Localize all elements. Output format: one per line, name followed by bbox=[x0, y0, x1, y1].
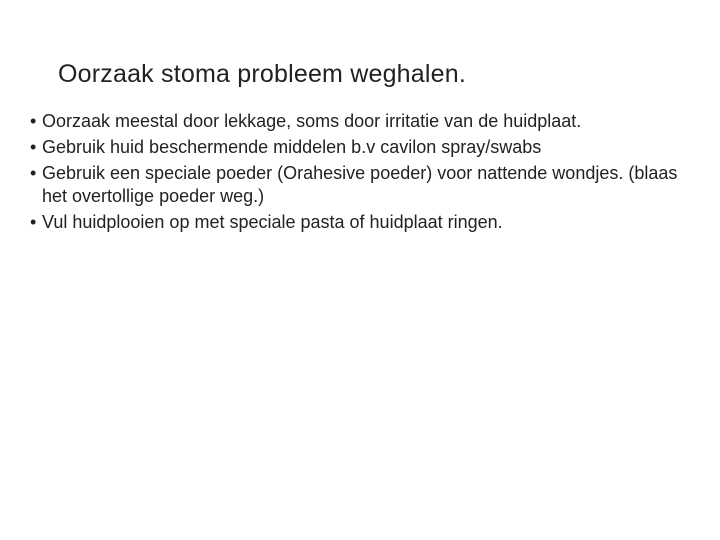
bullet-item bbox=[30, 162, 680, 208]
bullet-icon: • bbox=[30, 111, 37, 131]
bullet-icon: • bbox=[30, 137, 37, 157]
bullet-text: Gebruik een speciale poeder (Orahesive poeder) voor nattende wondjes. (blaas het overtollige poeder weg.) bbox=[42, 163, 678, 206]
bullet-text: Gebruik huid beschermende middelen b.v cavilon spray/swabs bbox=[42, 137, 542, 157]
bullet-text: Oorzaak meestal door lekkage, soms door irritatie van de huidplaat. bbox=[42, 111, 582, 131]
bullet-icon: • bbox=[30, 163, 37, 183]
slide-title: Oorzaak stoma probleem weghalen. bbox=[58, 60, 466, 88]
bullet-item bbox=[30, 136, 680, 159]
bullet-item bbox=[30, 110, 680, 133]
bullet-item bbox=[30, 211, 680, 234]
bullet-text: Vul huidplooien op met speciale pasta of huidplaat ringen. bbox=[42, 212, 503, 232]
bullet-list bbox=[30, 110, 680, 237]
bullet-icon: • bbox=[30, 212, 37, 232]
